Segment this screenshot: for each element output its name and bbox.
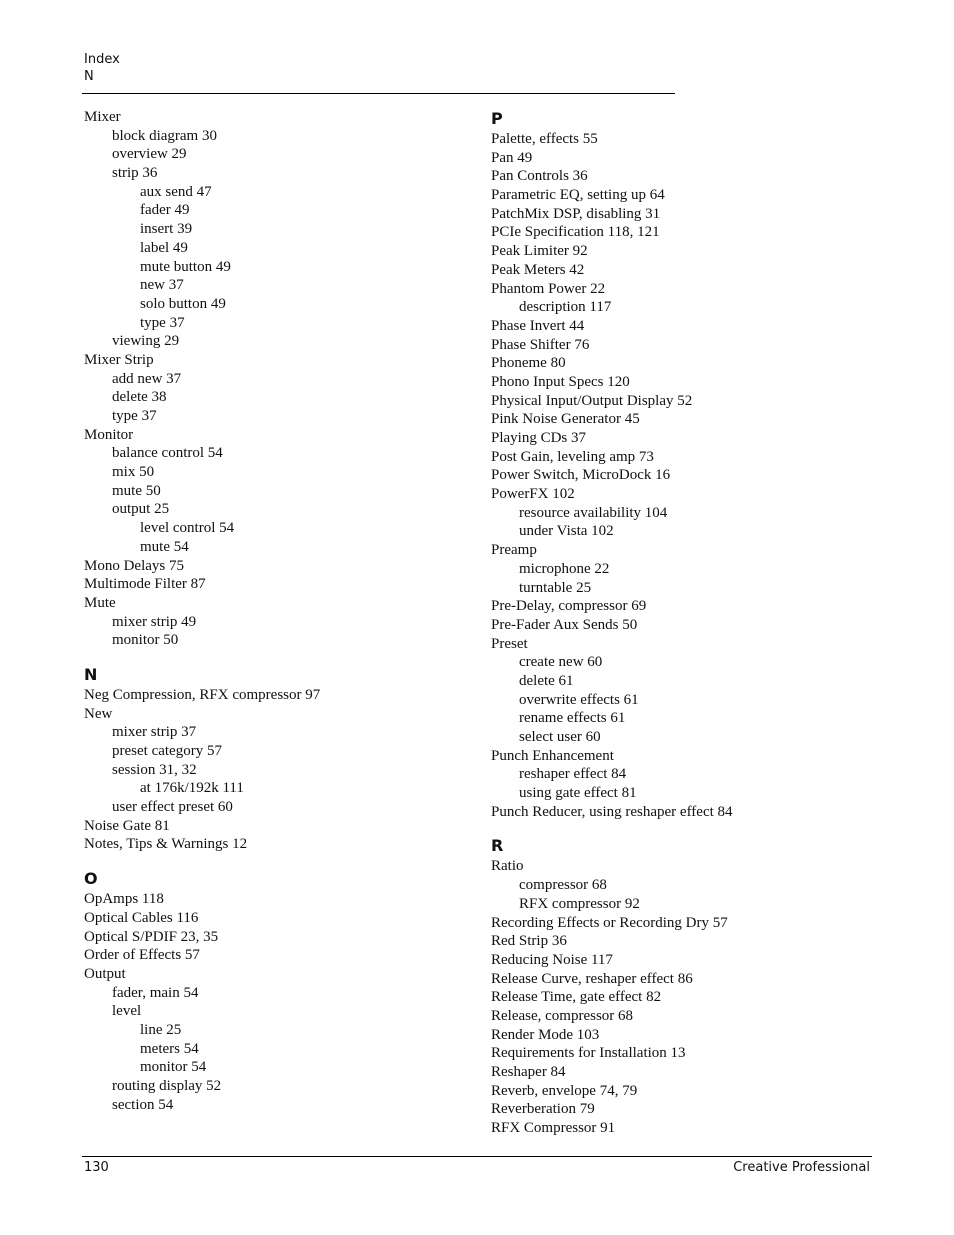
index-entry: Notes, Tips & Warnings 12 bbox=[84, 836, 248, 853]
index-entry: Recording Effects or Recording Dry 57 bbox=[491, 914, 728, 931]
index-subentry: add new 37 bbox=[112, 370, 182, 387]
index-subentry: delete 38 bbox=[112, 389, 167, 406]
index-entry: Red Strip 36 bbox=[491, 933, 567, 950]
index-entry: Punch Reducer, using reshaper effect 84 bbox=[491, 803, 733, 820]
index-subentry: resource availability 104 bbox=[519, 504, 668, 521]
index-entry: Optical S/PDIF 23, 35 bbox=[84, 928, 219, 945]
footer-rule bbox=[82, 1156, 872, 1157]
index-subentry: rename effects 61 bbox=[519, 710, 626, 727]
index-letter-heading: O bbox=[84, 869, 98, 889]
index-subentry: balance control 54 bbox=[112, 445, 223, 462]
index-entry: RFX Compressor 91 bbox=[491, 1120, 616, 1137]
index-entry: Mute bbox=[84, 594, 116, 611]
footer-publisher: Creative Professional bbox=[733, 1160, 870, 1175]
index-entry: Pan Controls 36 bbox=[491, 168, 588, 185]
index-entry: Phantom Power 22 bbox=[491, 280, 606, 297]
index-subentry: reshaper effect 84 bbox=[519, 766, 627, 783]
index-entry: Pan 49 bbox=[491, 149, 533, 166]
index-subentry: using gate effect 81 bbox=[519, 785, 637, 802]
index-entry: Parametric EQ, setting up 64 bbox=[491, 187, 665, 204]
index-entry: Phono Input Specs 120 bbox=[491, 373, 630, 390]
index-entry: Mixer Strip bbox=[84, 351, 154, 368]
index-subentry: mix 50 bbox=[112, 464, 155, 481]
index-entry: Phase Invert 44 bbox=[491, 317, 585, 334]
index-entry: Peak Meters 42 bbox=[491, 261, 585, 278]
index-subentry: mixer strip 49 bbox=[112, 613, 197, 630]
index-subentry: overwrite effects 61 bbox=[519, 691, 639, 708]
index-subentry: monitor 50 bbox=[112, 632, 179, 649]
index-entry: Reshaper 84 bbox=[491, 1064, 566, 1080]
index-subentry: user effect preset 60 bbox=[112, 799, 233, 816]
index-letter-heading: R bbox=[491, 836, 504, 856]
running-header-section: Index bbox=[84, 52, 120, 67]
index-subentry: line 25 bbox=[140, 1021, 182, 1038]
index-subentry: mute 54 bbox=[140, 538, 189, 555]
index-entry: Phase Shifter 76 bbox=[491, 336, 590, 353]
index-subentry: new 37 bbox=[140, 277, 184, 294]
index-entry: Punch Enhancement bbox=[491, 747, 614, 764]
index-subentry: monitor 54 bbox=[140, 1059, 207, 1076]
index-entry: Release Time, gate effect 82 bbox=[491, 989, 662, 1006]
index-subentry: mute 50 bbox=[112, 482, 161, 499]
index-entry: Preset bbox=[491, 635, 528, 652]
index-entry: Reducing Noise 117 bbox=[491, 951, 613, 968]
index-entry: New bbox=[84, 705, 113, 722]
index-entry: Pre-Delay, compressor 69 bbox=[491, 598, 647, 615]
page-number: 130 bbox=[84, 1160, 109, 1175]
index-subentry: label 49 bbox=[140, 239, 188, 256]
index-entry: Neg Compression, RFX compressor 97 bbox=[84, 686, 321, 703]
index-subentry: delete 61 bbox=[519, 672, 574, 689]
index-subentry: fader, main 54 bbox=[112, 984, 199, 1001]
index-entry: Preamp bbox=[491, 542, 537, 559]
index-letter-heading: N bbox=[84, 664, 98, 684]
index-subentry: meters 54 bbox=[140, 1040, 199, 1057]
index-entry: Mono Delays 75 bbox=[84, 557, 184, 574]
index-subentry: microphone 22 bbox=[519, 560, 610, 577]
index-entry: Power Switch, MicroDock 16 bbox=[491, 467, 671, 484]
index-entry: PCIe Specification 118, 121 bbox=[491, 224, 660, 241]
index-column-right bbox=[491, 108, 871, 1138]
index-entry: Palette, effects 55 bbox=[491, 131, 598, 147]
index-entry: Multimode Filter 87 bbox=[84, 576, 206, 593]
index-subentry: insert 39 bbox=[140, 221, 193, 238]
index-entry: Pre-Fader Aux Sends 50 bbox=[491, 616, 638, 633]
index-entry: Reverberation 79 bbox=[491, 1101, 595, 1118]
index-entry: Physical Input/Output Display 52 bbox=[491, 392, 693, 409]
index-subentry: solo button 49 bbox=[140, 295, 226, 312]
index-subentry: description 117 bbox=[519, 299, 612, 316]
index-subentry: level bbox=[112, 1003, 142, 1020]
index-entry: Requirements for Installation 13 bbox=[491, 1045, 686, 1062]
index-subentry: fader 49 bbox=[140, 202, 190, 219]
header-rule bbox=[82, 93, 675, 94]
index-entry: Playing CDs 37 bbox=[491, 430, 587, 446]
index-subentry: strip 36 bbox=[112, 165, 158, 182]
index-entry: Optical Cables 116 bbox=[84, 909, 199, 926]
index-subentry: select user 60 bbox=[519, 729, 601, 745]
index-entry: Render Mode 103 bbox=[491, 1026, 600, 1043]
index-letter-heading: P bbox=[491, 109, 503, 128]
index-subentry: under Vista 102 bbox=[519, 523, 614, 540]
index-subentry: type 37 bbox=[140, 314, 185, 331]
index-entry: Post Gain, leveling amp 73 bbox=[491, 448, 654, 465]
index-subentry: RFX compressor 92 bbox=[519, 895, 640, 912]
index-subentry: output 25 bbox=[112, 501, 170, 518]
index-subentry: mixer strip 37 bbox=[112, 724, 197, 741]
running-header-letter: N bbox=[84, 69, 94, 84]
index-subentry: turntable 25 bbox=[519, 579, 592, 596]
index-entry: Order of Effects 57 bbox=[84, 947, 200, 964]
index-entry: Noise Gate 81 bbox=[84, 817, 170, 834]
index-entry: PowerFX 102 bbox=[491, 486, 575, 503]
index-entry: Peak Limiter 92 bbox=[491, 243, 588, 260]
index-entry: Pink Noise Generator 45 bbox=[491, 411, 640, 428]
index-entry: Release Curve, reshaper effect 86 bbox=[491, 970, 693, 987]
index-entry: Output bbox=[84, 965, 126, 982]
index-subentry: overview 29 bbox=[112, 146, 187, 163]
index-subentry: session 31, 32 bbox=[112, 761, 197, 778]
index-subentry: mute button 49 bbox=[140, 258, 231, 275]
index-subentry: create new 60 bbox=[519, 654, 603, 671]
index-entry: Monitor bbox=[84, 426, 134, 443]
index-subentry: block diagram 30 bbox=[112, 127, 217, 144]
index-subentry: type 37 bbox=[112, 408, 157, 424]
index-subentry: section 54 bbox=[112, 1096, 174, 1113]
index-entry: Ratio bbox=[491, 858, 524, 875]
index-subentry: at 176k/192k 111 bbox=[140, 780, 244, 797]
index-subentry: routing display 52 bbox=[112, 1078, 222, 1094]
index-subentry: level control 54 bbox=[140, 520, 235, 537]
index-entry: OpAmps 118 bbox=[84, 891, 164, 908]
index-subentry: compressor 68 bbox=[519, 877, 607, 894]
index-column-left bbox=[84, 108, 474, 1114]
index-entry: Mixer bbox=[84, 109, 121, 125]
index-entry: PatchMix DSP, disabling 31 bbox=[491, 205, 661, 222]
index-entry: Release, compressor 68 bbox=[491, 1007, 634, 1024]
index-subentry: preset category 57 bbox=[112, 743, 222, 759]
index-entry: Phoneme 80 bbox=[491, 355, 566, 372]
index-subentry: viewing 29 bbox=[112, 333, 180, 350]
index-entry: Reverb, envelope 74, 79 bbox=[491, 1082, 638, 1099]
index-subentry: aux send 47 bbox=[140, 183, 212, 200]
